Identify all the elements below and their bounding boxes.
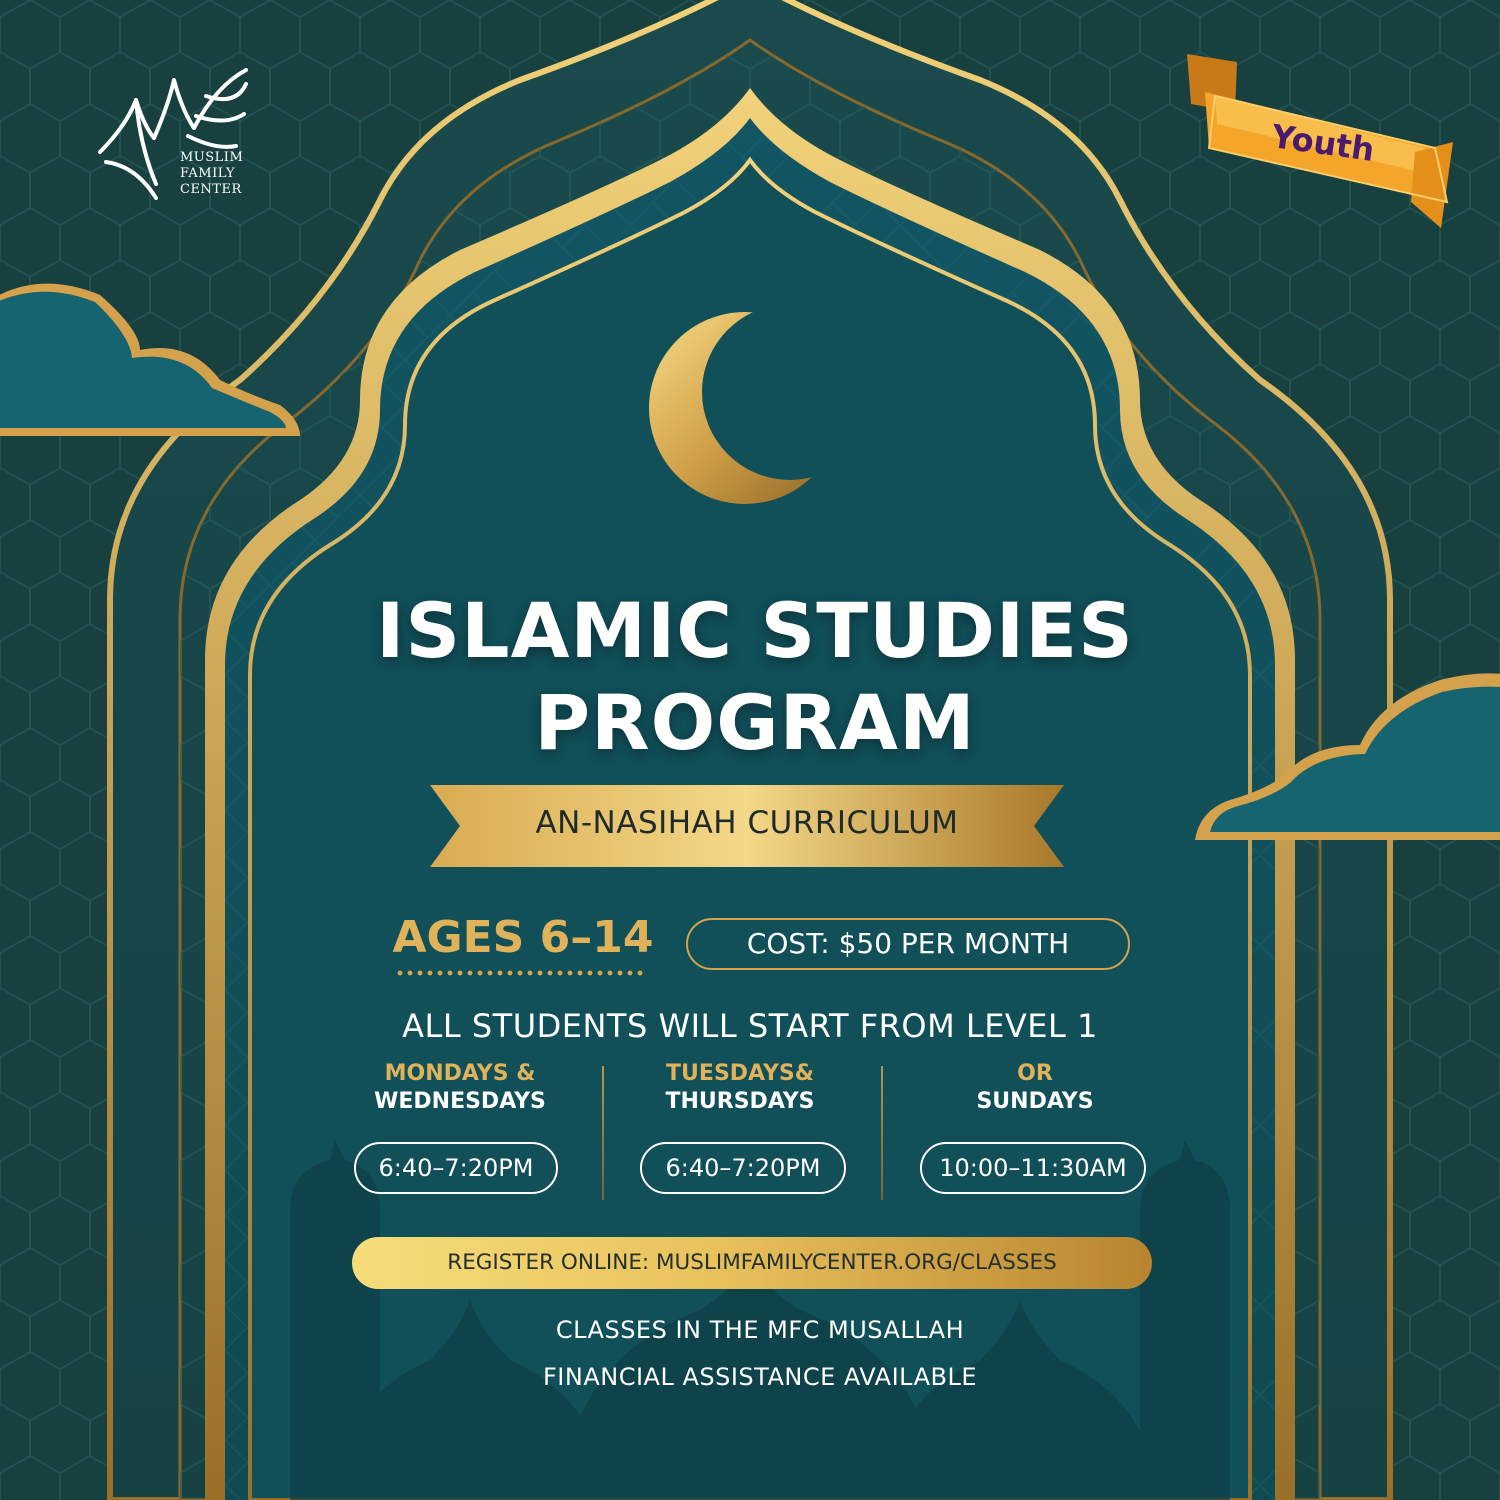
org-name-line3: CENTER xyxy=(180,182,242,197)
title-line1: ISLAMIC STUDIES xyxy=(376,586,1134,675)
schedule-day-2-line1: TUESDAYS& xyxy=(666,1061,814,1086)
schedule-day-3 xyxy=(895,1060,1175,1116)
schedule-day-3-line2: SUNDAYS xyxy=(976,1089,1094,1114)
cost-badge: COST: $50 PER MONTH xyxy=(686,918,1130,970)
footer-location: CLASSES IN THE MFC MUSALLAH xyxy=(555,1316,965,1344)
schedule-time-3: 10:00–11:30AM xyxy=(920,1142,1146,1194)
schedule-day-1 xyxy=(320,1060,600,1116)
youth-tag: Youth xyxy=(1269,117,1377,169)
schedule-time-1: 6:40–7:20PM xyxy=(354,1142,558,1194)
ages-label: AGES 6–14 xyxy=(392,912,654,963)
footer-assistance: FINANCIAL ASSISTANCE AVAILABLE xyxy=(543,1363,977,1391)
schedule-day-1-line1: MONDAYS & xyxy=(384,1061,536,1086)
level-note: ALL STUDENTS WILL START FROM LEVEL 1 xyxy=(402,1007,1098,1045)
schedule-day-2 xyxy=(600,1060,880,1116)
schedule-day-2-line2: THURSDAYS xyxy=(665,1089,815,1114)
schedule-time-2: 6:40–7:20PM xyxy=(640,1142,846,1194)
title-line2: PROGRAM xyxy=(534,678,976,767)
schedule-day-1-line2: WEDNESDAYS xyxy=(374,1089,546,1114)
curriculum-label: AN-NASIHAH CURRICULUM xyxy=(535,805,959,841)
org-name xyxy=(180,150,243,198)
schedule-day-3-line1: OR xyxy=(1017,1061,1053,1086)
ages-underline-dots xyxy=(395,970,645,976)
page-title xyxy=(250,585,1260,769)
register-online-link[interactable]: REGISTER ONLINE: MUSLIMFAMILYCENTER.ORG/CLASSES xyxy=(352,1237,1152,1289)
schedule-divider-2 xyxy=(881,1066,883,1200)
org-name-line2: FAMILY xyxy=(180,166,236,181)
org-name-line1: MUSLIM xyxy=(180,150,244,165)
